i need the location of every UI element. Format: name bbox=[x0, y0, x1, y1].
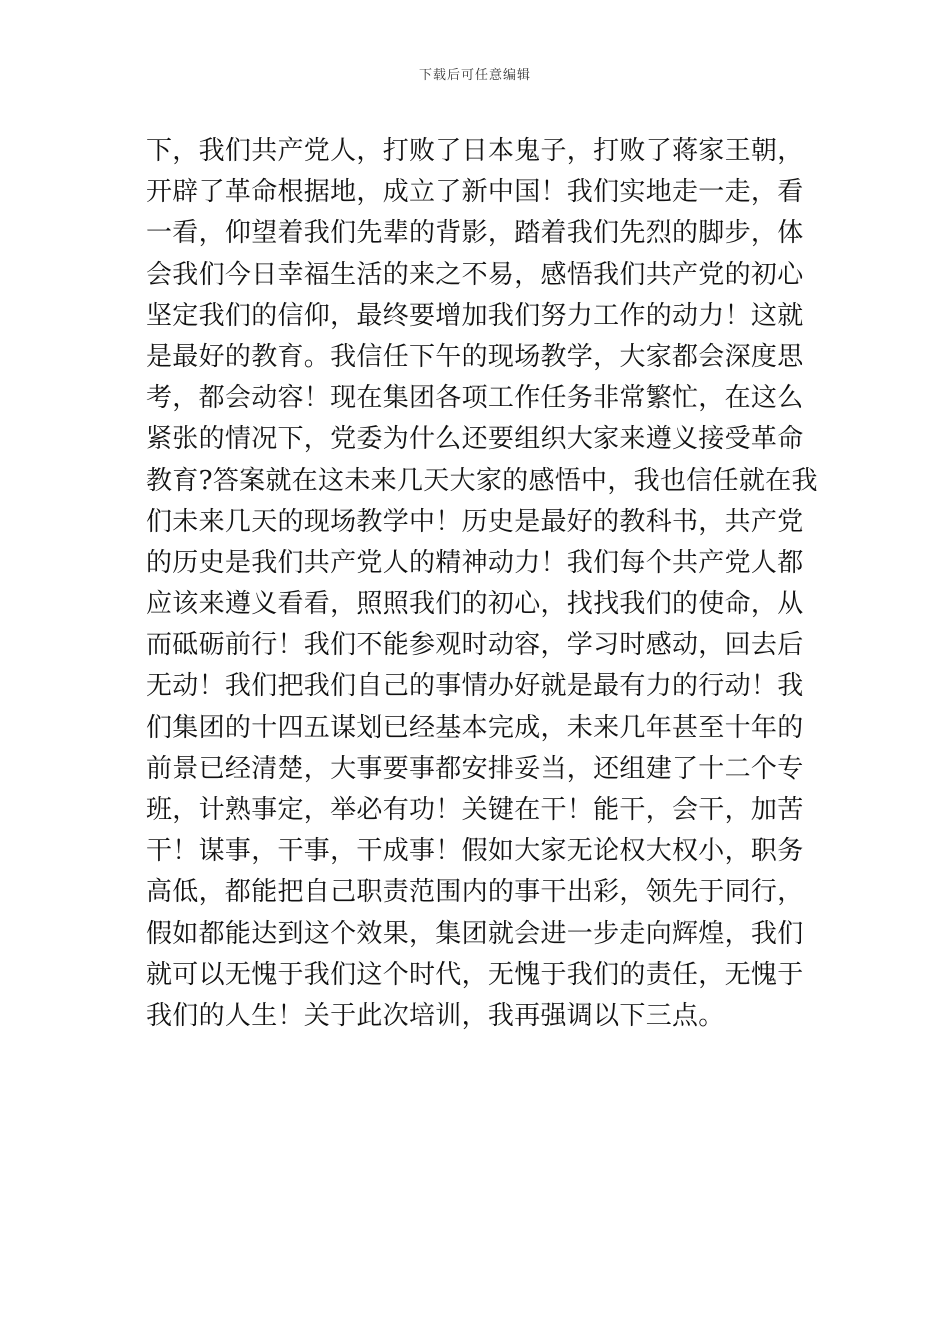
text-line: 们集团的十四五谋划已经基本完成，未来几年甚至十年的 bbox=[146, 712, 804, 743]
text-line: 前景已经清楚，大事要事都安排妥当，还组建了十二个专 bbox=[146, 753, 804, 784]
text-line: 我们的人生！关于此次培训，我再强调以下三点。 bbox=[146, 1000, 725, 1031]
text-line: 下，我们共产党人，打败了日本鬼子，打败了蒋家王朝， bbox=[146, 136, 804, 166]
text-line: 无动！我们把我们自己的事情办好就是最有力的行动！我 bbox=[146, 671, 804, 702]
text-line: 高低，都能把自己职责范围内的事干出彩，领先于同行， bbox=[146, 877, 804, 908]
text-line: 的历史是我们共产党人的精神动力！我们每个共产党人都 bbox=[146, 547, 804, 578]
text-line: 一看，仰望着我们先辈的背影，踏着我们先烈的脚步，体 bbox=[146, 218, 804, 249]
text-line: 们未来几天的现场教学中！历史是最好的教科书，共产党 bbox=[146, 506, 804, 537]
text-line: 开辟了革命根据地，成立了新中国！我们实地走一走，看 bbox=[146, 177, 804, 208]
text-line: 干！谋事，干事，干成事！假如大家无论权大权小，职务 bbox=[146, 836, 804, 867]
text-line: 班，计熟事定，举必有功！关键在干！能干，会干，加苦 bbox=[146, 795, 804, 825]
text-line: 考，都会动容！现在集团各项工作任务非常繁忙，在这么 bbox=[146, 383, 804, 414]
text-line: 教育?答案就在这未来几天大家的感悟中，我也信任就在我 bbox=[146, 465, 818, 496]
page-header: 下载后可任意编辑 bbox=[418, 68, 531, 83]
text-line: 应该来遵义看看，照照我们的初心，找找我们的使命，从 bbox=[146, 589, 804, 620]
body-text bbox=[146, 131, 818, 1037]
text-line: 假如都能达到这个效果，集团就会进一步走向辉煌，我们 bbox=[146, 918, 804, 949]
text-line: 会我们今日幸福生活的来之不易，感悟我们共产党的初心 bbox=[146, 259, 804, 290]
text-line: 就可以无愧于我们这个时代，无愧于我们的责任，无愧于 bbox=[146, 959, 804, 990]
text-line: 而砥砺前行！我们不能参观时动容，学习时感动，回去后 bbox=[146, 630, 804, 661]
text-line: 坚定我们的信仰，最终要增加我们努力工作的动力！这就 bbox=[146, 300, 804, 331]
text-line: 是最好的教育。我信任下午的现场教学，大家都会深度思 bbox=[146, 341, 804, 372]
text-line: 紧张的情况下，党委为什么还要组织大家来遵义接受革命 bbox=[146, 424, 804, 455]
